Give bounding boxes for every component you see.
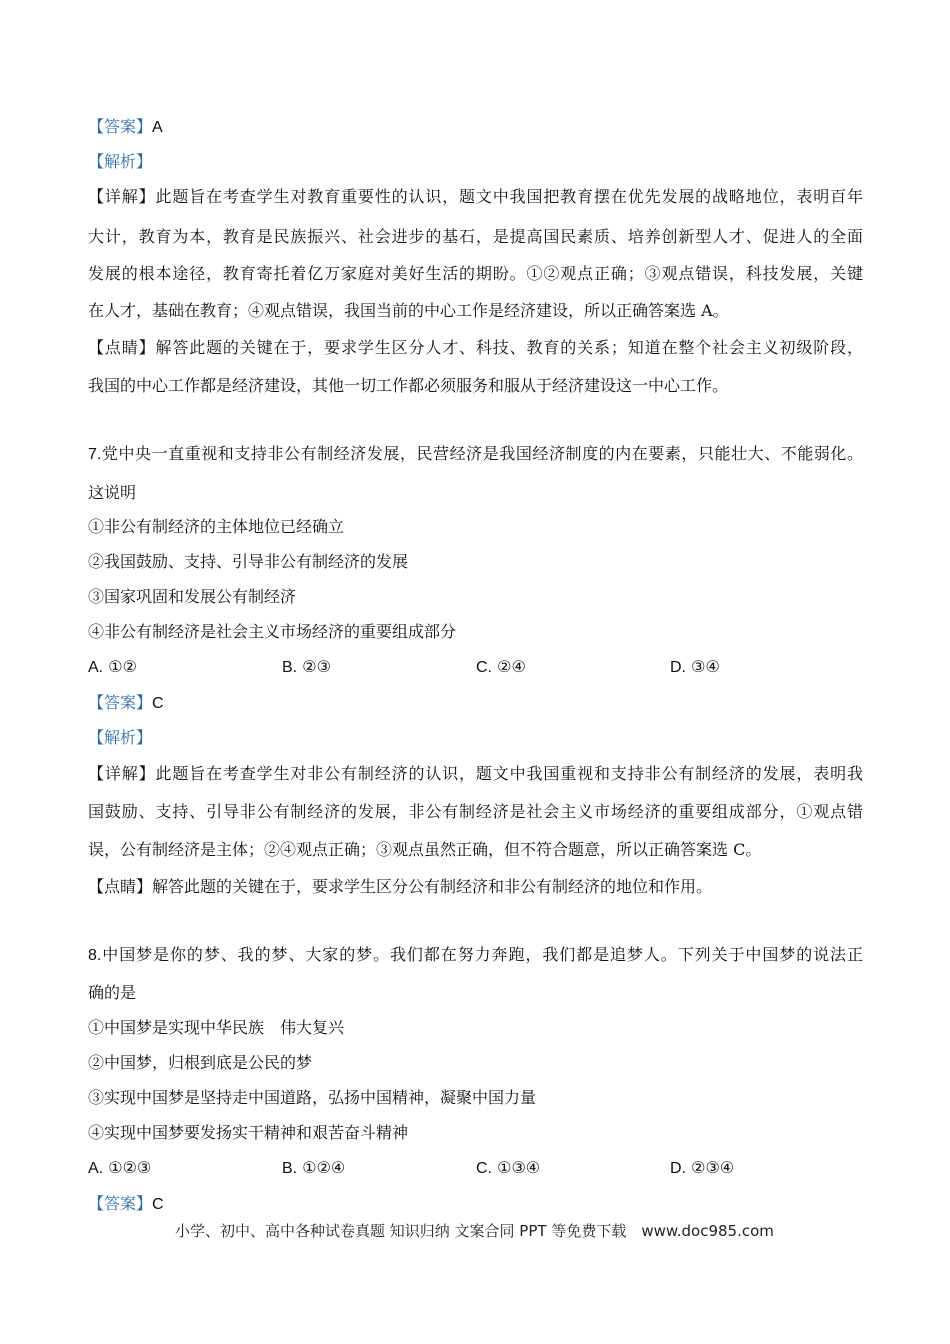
option-text: ③④ [691,657,720,676]
q7-answer-line [88,693,164,714]
q7-statement: ①非公有制经济的主体地位已经确立 [88,517,345,536]
q7-statement: ③国家巩固和发展公有制经济 [88,587,297,606]
tip-text: 解答此题的关键在于，要求学生区分公有制经济和非公有制经济的地位和作用。 [152,877,713,896]
option-letter: B. [282,659,298,676]
option-text: ②③④ [691,1158,735,1177]
q8-answer-line [88,1194,164,1215]
analysis-tag: 【解析】 [88,154,153,171]
option-text: ②③ [302,657,331,676]
answer-value: C [152,1196,164,1213]
q8-option-b [282,1158,345,1179]
question-number: 8. [88,947,102,964]
q8-statement: ①中国梦是实现中华民族 伟大复兴 [88,1018,345,1037]
tip-tag: 【点睛】 [88,338,156,357]
q8-option-c [476,1158,540,1179]
q7-statement: ②我国鼓励、支持、引导非公有制经济的发展 [88,552,409,571]
option-text: ①③④ [497,1158,541,1177]
question-number: 7. [88,446,102,463]
detail-text: 此题旨在考查学生对非公有制经济的认识，题文中我国重视和支持非公有制经济的发展，表明我 [155,764,863,783]
q7-option-a [88,657,137,678]
page-footer[interactable]: 小学、初中、高中各种试卷真题 知识归纳 文案合同 PPT 等免费下载 www.doc985.com [175,1222,774,1240]
option-text: ②④ [497,657,526,676]
q6-tip-line: 我国的中心工作都是经济建设，其他一切工作都必须服务和服从于经济建设这一中心工作。 [88,376,729,395]
q7-option-d [670,657,720,678]
option-text: ①② [108,657,137,676]
q8-statement: ③实现中国梦是坚持走中国道路，弘扬中国精神，凝聚中国力量 [88,1088,537,1107]
option-letter: C. [476,659,492,676]
q8-option-d [670,1158,734,1179]
option-letter: B. [282,1160,298,1177]
option-letter: A. [88,1160,104,1177]
detail-tag: 【详解】 [88,187,156,206]
q8-option-a [88,1158,151,1179]
detail-text: 此题旨在考查学生对教育重要性的认识，题文中我国把教育摆在优先发展的战略地位，表明百年 [155,187,863,206]
q7-option-c [476,657,526,678]
q7-detail-line: 国鼓励、支持、引导非公有制经济的发展，非公有制经济是社会主义市场经济的重要组成部分，①观点错 [88,802,863,821]
q6-detail-line: 发展的根本途径，教育寄托着亿万家庭对美好生活的期盼。①②观点正确；③观点错误，科技发展，关键 [88,264,863,283]
q8-stem-line: 确的是 [88,983,137,1002]
answer-value: A [152,119,163,136]
q7-stem-line [88,444,863,465]
q7-detail-line: 误，公有制经济是主体；②④观点正确；③观点虽然正确，但不符合题意，所以正确答案选 C。 [88,840,762,859]
tip-tag: 【点睛】 [88,877,153,896]
answer-tag: 【答案】 [88,119,153,136]
q7-tip-line [88,877,712,897]
answer-tag: 【答案】 [88,695,153,712]
q8-statement: ②中国梦，归根到底是公民的梦 [88,1053,313,1072]
q8-statement: ④实现中国梦要发扬实干精神和艰苦奋斗精神 [88,1123,409,1142]
option-text: ①②③ [108,1158,152,1177]
tip-text: 解答此题的关键在于，要求学生区分人才、科技、教育的关系；知道在整个社会主义初级阶段， [155,338,863,357]
q6-detail-line: 大计，教育为本，教育是民族振兴、社会进步的基石，是提高国民素质、培养创新型人才、促进人的全面 [88,227,863,246]
detail-tag: 【详解】 [88,764,156,783]
q6-answer-line [88,117,163,138]
q7-stem-line: 这说明 [88,483,137,502]
q7-statement: ④非公有制经济是社会主义市场经济的重要组成部分 [88,622,457,641]
q7-detail-line [88,764,863,784]
q7-option-b [282,657,331,678]
question-stem: 党中央一直重视和支持非公有制经济发展，民营经济是我国经济制度的内在要素，只能壮大、不能弱化。 [101,444,863,463]
q6-analysis-line [88,152,152,173]
analysis-tag: 【解析】 [88,730,153,747]
option-letter: D. [670,1160,686,1177]
question-stem: 中国梦是你的梦、我的梦、大家的梦。我们都在努力奔跑，我们都是追梦人。下列关于中国梦的说法正 [101,945,863,964]
q6-detail-line [88,187,863,207]
q8-stem-line [88,945,863,966]
option-text: ①②④ [302,1158,346,1177]
q7-analysis-line [88,728,152,749]
q6-detail-line: 在人才，基础在教育；④观点错误，我国当前的中心工作是经济建设，所以正确答案选 A。 [88,301,729,320]
option-letter: D. [670,659,686,676]
option-letter: A. [88,659,104,676]
option-letter: C. [476,1160,492,1177]
answer-value: C [152,695,164,712]
answer-tag: 【答案】 [88,1196,153,1213]
q6-tip-line [88,338,863,358]
